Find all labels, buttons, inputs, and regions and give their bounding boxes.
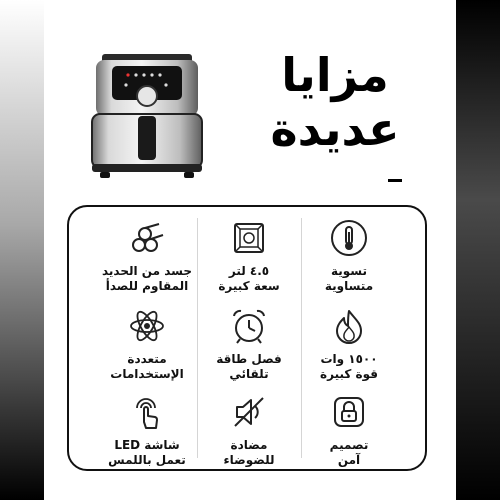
left-gradient-border	[0, 0, 44, 500]
feature-label: قوة كبيرة	[320, 367, 378, 381]
feature-label: فصل طاقة	[216, 352, 282, 366]
alarm-clock-icon	[229, 306, 269, 346]
heading-line-2: عديدة	[270, 102, 400, 156]
feature-label: تصميم	[329, 438, 369, 452]
feature-even-cooking	[297, 218, 401, 294]
feature-multi-use	[95, 306, 199, 382]
feature-label: للضوضاء	[223, 453, 275, 467]
feature-touch-screen	[95, 392, 199, 468]
feature-power	[297, 306, 401, 382]
feature-label: المقاوم للصدأ	[105, 279, 189, 293]
feature-label: ١٥٠٠ وات	[320, 352, 378, 366]
feature-label: تعمل باللمس	[108, 453, 186, 467]
feature-label: تسوية	[330, 264, 368, 278]
feature-label: شاشة LED	[114, 438, 180, 452]
feature-label: مضادة	[230, 438, 268, 452]
feature-label: تلقائي	[229, 367, 269, 381]
feature-steel-body	[95, 218, 199, 294]
right-gradient-border	[456, 0, 500, 500]
feature-auto-off	[197, 306, 301, 382]
touch-hand-icon	[127, 392, 167, 432]
feature-label: ٤.٥ لتر	[228, 264, 270, 278]
atom-icon	[127, 306, 167, 346]
feature-capacity	[197, 218, 301, 294]
heading-dash	[388, 179, 402, 182]
heading-line-1: مزايا	[281, 48, 389, 102]
lock-icon	[329, 392, 369, 432]
thermometer-icon	[329, 218, 369, 258]
feature-quiet	[197, 392, 301, 468]
features-heading	[255, 48, 415, 156]
feature-label: آمن	[337, 453, 361, 467]
mute-speaker-icon	[229, 392, 269, 432]
feature-label: جسد من الحديد	[101, 264, 192, 278]
feature-label: سعة كبيرة	[218, 279, 280, 293]
feature-safe-design	[297, 392, 401, 468]
feature-label: متعددة	[127, 352, 167, 366]
basket-capacity-icon	[229, 218, 269, 258]
air-fryer-image	[78, 52, 216, 182]
feature-label: الإستخدامات	[110, 367, 184, 381]
steel-rolls-icon	[127, 218, 167, 258]
flame-icon	[329, 306, 369, 346]
feature-label: متساوية	[324, 279, 374, 293]
